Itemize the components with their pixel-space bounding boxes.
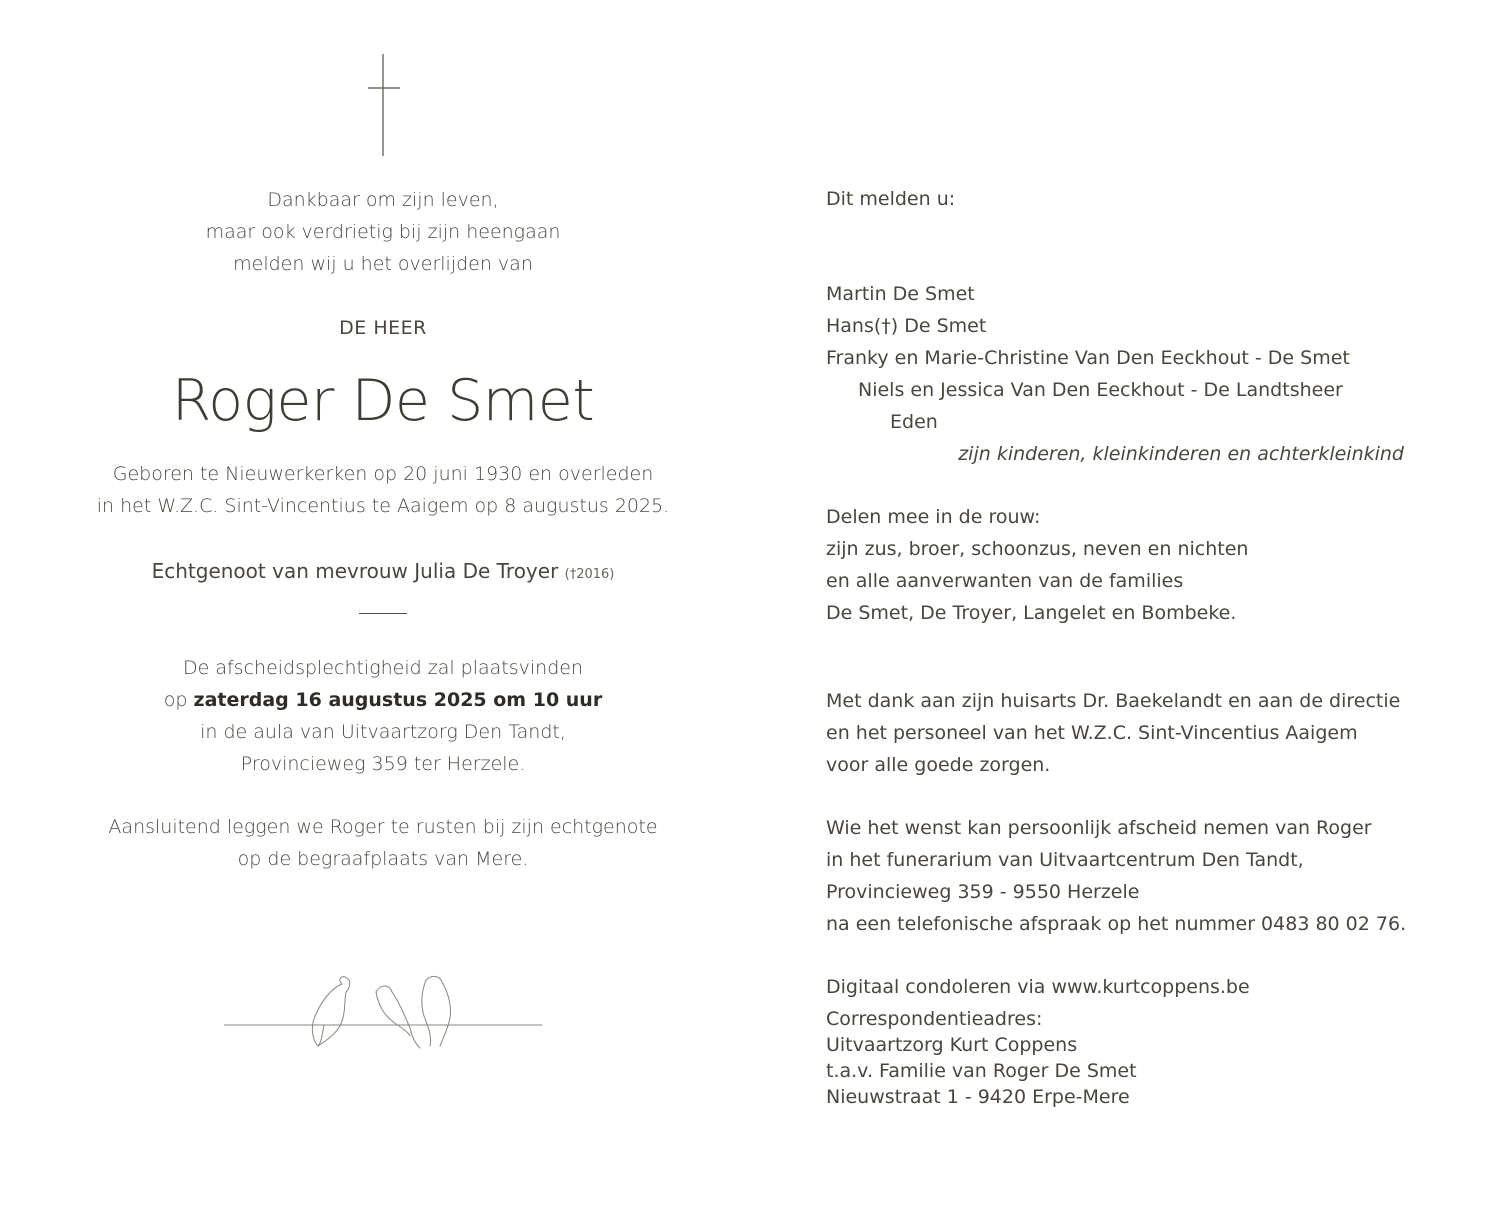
ceremony-date: zaterdag 16 augustus 2025 om 10 uur — [193, 689, 603, 711]
intro-text — [60, 184, 706, 280]
address-line: Uitvaartzorg Kurt Coppens — [826, 1034, 1078, 1056]
dit-line: Dit melden u: — [826, 188, 956, 210]
family-relation: zijn kinderen, kleinkinderen en achterkleinkind — [958, 443, 1404, 465]
ceremony-line: in de aula van Uitvaartzorg Den Tandt, — [200, 721, 566, 743]
deceased-name: Roger De Smet — [171, 368, 595, 434]
ceremony-line: Provincieweg 359 ter Herzele. — [240, 753, 526, 775]
birds-on-wire-icon — [224, 970, 544, 1054]
cross-icon — [366, 54, 402, 156]
ceremony-date-line — [60, 684, 706, 716]
spouse-info — [60, 555, 706, 591]
digital-condolence — [826, 971, 1466, 1003]
thanks-line: en het personeel van het W.Z.C. Sint-Vincentius Aaigem — [826, 722, 1358, 744]
family-member: Martin De Smet — [826, 283, 975, 305]
burial-line: op de begraafplaats van Mere. — [237, 848, 529, 870]
correspondence-address — [826, 1006, 1466, 1110]
ceremony-info — [60, 652, 706, 780]
burial-line: Aansluitend leggen we Roger te rusten bij zijn echtgenote — [108, 816, 658, 838]
ceremony-prefix: op — [163, 689, 188, 711]
burial-info — [60, 811, 706, 875]
family-list — [826, 278, 1466, 470]
visit-line: in het funerarium van Uitvaartcentrum Den Tandt, — [826, 849, 1304, 871]
spouse-text: Echtgenoot van mevrouw Julia De Troyer — [151, 559, 559, 583]
intro-line: melden wij u het overlijden van — [233, 253, 533, 275]
honorific-title: DE HEER — [339, 317, 427, 339]
birth-line: Geboren te Nieuwerkerken op 20 juni 1930 en overleden — [112, 463, 654, 485]
birth-line: in het W.Z.C. Sint-Vincentius te Aaigem op 8 augustus 2025. — [96, 495, 670, 517]
thanks-line: Met dank aan zijn huisarts Dr. Baekelandt en aan de directie — [826, 690, 1401, 712]
address-line: Nieuwstraat 1 - 9420 Erpe-Mere — [826, 1086, 1130, 1108]
thanks-line: voor alle goede zorgen. — [826, 754, 1051, 776]
visit-line: Provincieweg 359 - 9550 Herzele — [826, 881, 1140, 903]
intro-line: Dankbaar om zijn leven, — [267, 189, 499, 211]
mourning-line: en alle aanverwanten van de families — [826, 570, 1184, 592]
visit-info — [826, 812, 1466, 940]
address-line: t.a.v. Familie van Roger De Smet — [826, 1060, 1137, 1082]
visit-line: na een telefonische afspraak op het nummer 0483 80 02 76. — [826, 913, 1407, 935]
mourning-line: De Smet, De Troyer, Langelet en Bombeke. — [826, 602, 1237, 624]
family-member: Niels en Jessica Van Den Eeckhout - De Landtsheer — [858, 379, 1343, 401]
mourning-line: zijn zus, broer, schoonzus, neven en nichten — [826, 538, 1249, 560]
thanks-info — [826, 685, 1466, 781]
mourning-line: Delen mee in de rouw: — [826, 506, 1041, 528]
announcement-heading — [826, 183, 1466, 215]
family-member: Eden — [890, 411, 938, 433]
divider-line — [359, 613, 407, 614]
digital-line: Digitaal condoleren via www.kurtcoppens.be — [826, 976, 1250, 998]
mourning-info — [826, 501, 1466, 629]
intro-line: maar ook verdrietig bij zijn heengaan — [205, 221, 561, 243]
address-line: Correspondentieadres: — [826, 1008, 1043, 1030]
family-member: Hans(†) De Smet — [826, 315, 987, 337]
spouse-death-year: (†2016) — [564, 567, 615, 582]
family-member: Franky en Marie-Christine Van Den Eeckhout - De Smet — [826, 347, 1350, 369]
birth-death-info — [60, 458, 706, 522]
visit-line: Wie het wenst kan persoonlijk afscheid nemen van Roger — [826, 817, 1372, 839]
ceremony-line: De afscheidsplechtigheid zal plaatsvinden — [182, 657, 584, 679]
